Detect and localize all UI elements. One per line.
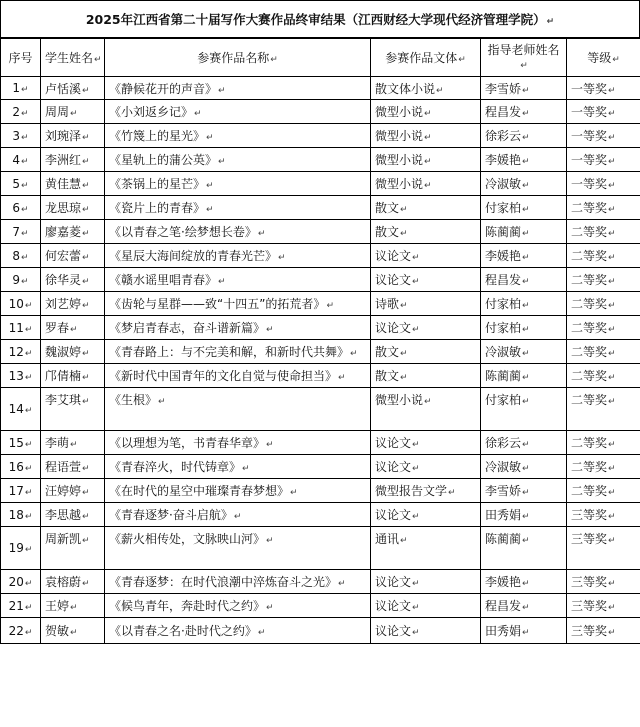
cell-work: 《候鸟青年，奔赴时代之约》 ↵: [105, 594, 371, 618]
cell-genre: 议论文 ↵: [371, 244, 481, 268]
cell-level: 二等奖 ↵: [567, 340, 640, 364]
cell-work: 《瓷片上的青春》 ↵: [105, 196, 371, 220]
cell-level: 二等奖 ↵: [567, 268, 640, 292]
cell-level: 一等奖 ↵: [567, 124, 640, 148]
cell-work: 《薪火相传处，文脉映山河》 ↵: [105, 527, 371, 570]
cell-teacher: 李媛艳 ↵: [481, 570, 567, 594]
document-title: [0, 0, 640, 38]
cell-genre: 议论文 ↵: [371, 268, 481, 292]
cell-level: 二等奖 ↵: [567, 244, 640, 268]
cell-index: 10 ↵: [1, 292, 41, 316]
cell-genre: 微型小说 ↵: [371, 388, 481, 431]
cell-teacher: 冷淑敏 ↵: [481, 455, 567, 479]
cell-teacher: 李雪娇 ↵: [481, 77, 567, 100]
cell-teacher: 付家柏 ↵: [481, 292, 567, 316]
table-row: [1, 220, 640, 244]
table-row: [1, 124, 640, 148]
table-row: [1, 431, 640, 455]
cell-student: 徐华灵 ↵: [41, 268, 105, 292]
cell-level: 三等奖 ↵: [567, 527, 640, 570]
cell-genre: 散文 ↵: [371, 220, 481, 244]
results-table: [0, 38, 640, 644]
cell-student: 程语萱 ↵: [41, 455, 105, 479]
cell-genre: 议论文 ↵: [371, 455, 481, 479]
cell-genre: 微型小说 ↵: [371, 148, 481, 172]
cell-work: 《新时代中国青年的文化自觉与使命担当》 ↵: [105, 364, 371, 388]
cell-student: 罗春 ↵: [41, 316, 105, 340]
cell-work: 《竹篾上的星光》 ↵: [105, 124, 371, 148]
table-row: [1, 479, 640, 503]
header-teacher: 指导老师姓名 ↵: [481, 39, 567, 77]
cell-index: 22 ↵: [1, 618, 41, 644]
cell-index: 15 ↵: [1, 431, 41, 455]
cell-student: 黄佳慧 ↵: [41, 172, 105, 196]
cell-genre: 微型小说 ↵: [371, 100, 481, 124]
cell-work: 《茶锅上的星芒》 ↵: [105, 172, 371, 196]
cell-genre: 议论文 ↵: [371, 316, 481, 340]
table-row: [1, 570, 640, 594]
table-body: [1, 77, 640, 644]
cell-teacher: 徐彩云 ↵: [481, 431, 567, 455]
cell-student: 李萌 ↵: [41, 431, 105, 455]
header-level: 等级 ↵: [567, 39, 640, 77]
cell-work: 《青春淬火，时代铸章》 ↵: [105, 455, 371, 479]
cell-teacher: 陈蔺蔺 ↵: [481, 364, 567, 388]
cell-index: 16 ↵: [1, 455, 41, 479]
cell-genre: 散文 ↵: [371, 364, 481, 388]
cell-teacher: 程昌发 ↵: [481, 594, 567, 618]
cell-level: 二等奖 ↵: [567, 455, 640, 479]
cell-level: 二等奖 ↵: [567, 479, 640, 503]
cell-index: 11 ↵: [1, 316, 41, 340]
cell-work: 《星轨上的蒲公英》 ↵: [105, 148, 371, 172]
cell-index: 19 ↵: [1, 527, 41, 570]
cell-index: 12 ↵: [1, 340, 41, 364]
cell-teacher: 李媛艳 ↵: [481, 148, 567, 172]
cell-teacher: 田秀娟 ↵: [481, 618, 567, 644]
cell-level: 一等奖 ↵: [567, 172, 640, 196]
table-row: [1, 100, 640, 124]
cell-index: 2 ↵: [1, 100, 41, 124]
cell-teacher: 付家柏 ↵: [481, 196, 567, 220]
cell-teacher: 陈蔺蔺 ↵: [481, 220, 567, 244]
cell-student: 贺敏 ↵: [41, 618, 105, 644]
cell-index: 17 ↵: [1, 479, 41, 503]
cell-student: 魏淑婷 ↵: [41, 340, 105, 364]
table-row: [1, 292, 640, 316]
cell-work: 《梦启青春志，奋斗谱新篇》 ↵: [105, 316, 371, 340]
cell-genre: 微型小说 ↵: [371, 172, 481, 196]
cell-student: 李洲红 ↵: [41, 148, 105, 172]
header-student: 学生姓名 ↵: [41, 39, 105, 77]
header-index: 序号: [1, 39, 41, 77]
cell-genre: 散文 ↵: [371, 196, 481, 220]
cell-work: 《星辰大海间绽放的青春光芒》 ↵: [105, 244, 371, 268]
cell-level: 二等奖 ↵: [567, 388, 640, 431]
cell-student: 刘艺婷 ↵: [41, 292, 105, 316]
cell-work: 《青春逐梦·奋斗启航》 ↵: [105, 503, 371, 527]
cell-level: 一等奖 ↵: [567, 77, 640, 100]
cell-genre: 议论文 ↵: [371, 618, 481, 644]
cell-genre: 议论文 ↵: [371, 570, 481, 594]
cell-index: 6 ↵: [1, 196, 41, 220]
cell-work: 《生根》 ↵: [105, 388, 371, 431]
cell-index: 13 ↵: [1, 364, 41, 388]
cell-index: 3 ↵: [1, 124, 41, 148]
cell-index: 8 ↵: [1, 244, 41, 268]
cell-student: 何宏蕾 ↵: [41, 244, 105, 268]
cell-student: 刘琬泽 ↵: [41, 124, 105, 148]
cell-genre: 议论文 ↵: [371, 503, 481, 527]
table-row: [1, 364, 640, 388]
cell-work: 《静候花开的声音》 ↵: [105, 77, 371, 100]
table-row: [1, 527, 640, 570]
cell-student: 邝倩楠 ↵: [41, 364, 105, 388]
table-header-row: [1, 39, 640, 77]
cell-genre: 散文 ↵: [371, 340, 481, 364]
cell-level: 一等奖 ↵: [567, 148, 640, 172]
cell-teacher: 程昌发 ↵: [481, 268, 567, 292]
table-row: [1, 268, 640, 292]
cell-index: 14 ↵: [1, 388, 41, 431]
cell-genre: 微型小说 ↵: [371, 124, 481, 148]
cell-genre: 议论文 ↵: [371, 594, 481, 618]
cell-work: 《以青春之笔·绘梦想长卷》 ↵: [105, 220, 371, 244]
cell-genre: 诗歌 ↵: [371, 292, 481, 316]
cell-level: 二等奖 ↵: [567, 431, 640, 455]
cell-level: 三等奖 ↵: [567, 618, 640, 644]
cell-index: 1 ↵: [1, 77, 41, 100]
table-row: [1, 172, 640, 196]
cell-index: 20 ↵: [1, 570, 41, 594]
cell-genre: 微型报告文学 ↵: [371, 479, 481, 503]
table-row: [1, 148, 640, 172]
cell-teacher: 程昌发 ↵: [481, 100, 567, 124]
cell-student: 周新凯 ↵: [41, 527, 105, 570]
cell-index: 21 ↵: [1, 594, 41, 618]
cell-teacher: 李雪娇 ↵: [481, 479, 567, 503]
cell-student: 李艾琪 ↵: [41, 388, 105, 431]
cell-work: 《在时代的星空中璀璨青春梦想》 ↵: [105, 479, 371, 503]
cell-student: 卢恬溪 ↵: [41, 77, 105, 100]
cell-genre: 散文体小说 ↵: [371, 77, 481, 100]
cell-teacher: 冷淑敏 ↵: [481, 340, 567, 364]
cell-teacher: 田秀娟 ↵: [481, 503, 567, 527]
cell-level: 一等奖 ↵: [567, 100, 640, 124]
cell-student: 袁榕蔚 ↵: [41, 570, 105, 594]
cell-index: 5 ↵: [1, 172, 41, 196]
title-text: 2025年江西省第二十届写作大赛作品终审结果（江西财经大学现代经济管理学院）: [85, 12, 546, 27]
cell-level: 三等奖 ↵: [567, 594, 640, 618]
cell-student: 汪婷婷 ↵: [41, 479, 105, 503]
cell-student: 廖嘉菱 ↵: [41, 220, 105, 244]
cell-level: 二等奖 ↵: [567, 196, 640, 220]
cell-work: 《小刘返乡记》 ↵: [105, 100, 371, 124]
cell-student: 王婷 ↵: [41, 594, 105, 618]
cell-level: 二等奖 ↵: [567, 292, 640, 316]
cell-teacher: 陈蔺蔺 ↵: [481, 527, 567, 570]
table-row: [1, 77, 640, 100]
cell-work: 《青春路上：与不完美和解，和新时代共舞》 ↵: [105, 340, 371, 364]
cell-index: 7 ↵: [1, 220, 41, 244]
cell-work: 《青春逐梦：在时代浪潮中淬炼奋斗之光》 ↵: [105, 570, 371, 594]
table-row: [1, 455, 640, 479]
cell-student: 龙思琼 ↵: [41, 196, 105, 220]
cell-level: 二等奖 ↵: [567, 364, 640, 388]
table-row: [1, 594, 640, 618]
cell-teacher: 付家柏 ↵: [481, 388, 567, 431]
header-genre: 参赛作品文体 ↵: [371, 39, 481, 77]
cell-index: 4 ↵: [1, 148, 41, 172]
table-row: [1, 196, 640, 220]
cell-level: 三等奖 ↵: [567, 503, 640, 527]
table-row: [1, 388, 640, 431]
cell-index: 18 ↵: [1, 503, 41, 527]
cell-teacher: 冷淑敏 ↵: [481, 172, 567, 196]
cell-work: 《齿轮与星群——致“十四五”的拓荒者》 ↵: [105, 292, 371, 316]
cell-work: 《以理想为笔，书青春华章》 ↵: [105, 431, 371, 455]
table-row: [1, 340, 640, 364]
cell-work: 《以青春之名·赴时代之约》 ↵: [105, 618, 371, 644]
cell-level: 三等奖 ↵: [567, 570, 640, 594]
cell-student: 周周 ↵: [41, 100, 105, 124]
cell-level: 二等奖 ↵: [567, 316, 640, 340]
cell-level: 二等奖 ↵: [567, 220, 640, 244]
cell-index: 9 ↵: [1, 268, 41, 292]
header-work: 参赛作品名称 ↵: [105, 39, 371, 77]
cell-student: 李思越 ↵: [41, 503, 105, 527]
cell-genre: 议论文 ↵: [371, 431, 481, 455]
cell-teacher: 徐彩云 ↵: [481, 124, 567, 148]
table-row: [1, 244, 640, 268]
cell-teacher: 付家柏 ↵: [481, 316, 567, 340]
table-row: [1, 316, 640, 340]
table-row: [1, 618, 640, 644]
cell-teacher: 李媛艳 ↵: [481, 244, 567, 268]
cell-genre: 通讯 ↵: [371, 527, 481, 570]
table-row: [1, 503, 640, 527]
cell-work: 《赣水谣里唱青春》 ↵: [105, 268, 371, 292]
